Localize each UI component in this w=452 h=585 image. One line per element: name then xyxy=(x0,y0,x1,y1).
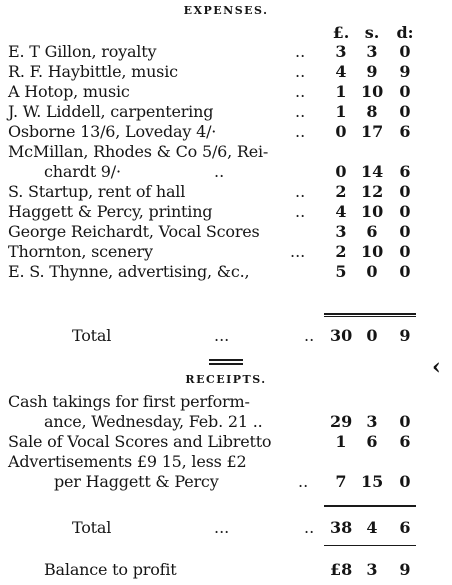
expense-pounds: 2 xyxy=(335,242,347,261)
balance-row xyxy=(0,560,452,580)
total-rule xyxy=(324,313,416,315)
expense-pounds: 4 xyxy=(335,62,347,81)
expense-shillings: 3 xyxy=(366,42,378,61)
receipt-pence: 6 xyxy=(399,432,411,451)
expense-shillings: 10 xyxy=(361,82,384,101)
total-label: Total xyxy=(72,518,112,537)
receipt-row xyxy=(0,412,452,432)
expense-label: E. T Gillon, royalty xyxy=(8,42,157,61)
total-rule xyxy=(324,505,416,507)
pence-column-header: d: xyxy=(396,23,414,42)
expense-label: Haggett & Percy, printing xyxy=(8,202,213,221)
total-rule xyxy=(324,316,416,317)
expense-shillings: 14 xyxy=(361,162,384,181)
expense-pounds: 2 xyxy=(335,182,347,201)
receipt-row xyxy=(0,452,452,472)
expense-row xyxy=(0,182,452,202)
leader-dots: ... xyxy=(214,326,230,345)
total-pence: 9 xyxy=(399,326,411,345)
leader-dots: .. xyxy=(295,42,306,61)
expenses-total-row xyxy=(0,326,452,346)
leader-dots: .. xyxy=(304,518,315,537)
balance-rule xyxy=(324,545,416,546)
shillings-column-header: s. xyxy=(364,23,380,42)
balance-label: Balance to profit xyxy=(44,560,177,579)
leader-dots: .. xyxy=(214,162,225,181)
expense-row xyxy=(0,62,452,82)
expense-label: McMillan, Rhodes & Co 5/6, Rei- xyxy=(8,142,269,161)
receipt-label: Cash takings for first perform- xyxy=(8,392,250,411)
expense-pence: 0 xyxy=(399,262,411,281)
expense-row xyxy=(0,162,452,182)
expense-row xyxy=(0,262,452,282)
leader-dots: ... xyxy=(290,242,306,261)
receipt-pence: 0 xyxy=(399,412,411,431)
leader-dots: .. xyxy=(295,62,306,81)
expense-label: A Hotop, music xyxy=(8,82,130,101)
expense-shillings: 9 xyxy=(366,62,378,81)
receipt-row xyxy=(0,472,452,492)
expense-label: Osborne 13/6, Loveday 4/· xyxy=(8,122,217,141)
column-header-row xyxy=(0,23,452,43)
expense-pence: 0 xyxy=(399,202,411,221)
expense-shillings: 10 xyxy=(361,242,384,261)
expense-pounds: 3 xyxy=(335,222,347,241)
expense-pence: 9 xyxy=(399,62,411,81)
expense-pence: 0 xyxy=(399,82,411,101)
total-shillings: 0 xyxy=(366,326,378,345)
total-pounds: 38 xyxy=(330,518,353,537)
expense-row xyxy=(0,142,452,162)
expense-pounds: 1 xyxy=(335,82,347,101)
receipt-pence: 0 xyxy=(399,472,411,491)
expense-shillings: 0 xyxy=(366,262,378,281)
expense-label: R. F. Haybittle, music xyxy=(8,62,178,81)
expense-row xyxy=(0,42,452,62)
expense-pounds: 4 xyxy=(335,202,347,221)
total-shillings: 4 xyxy=(366,518,378,537)
total-label: Total xyxy=(72,326,112,345)
expenses-heading: EXPENSES. xyxy=(183,4,269,17)
section-divider xyxy=(209,359,243,361)
receipt-label: per Haggett & Percy xyxy=(54,472,219,491)
expense-pounds: 0 xyxy=(335,162,347,181)
expense-row xyxy=(0,242,452,262)
leader-dots: .. xyxy=(295,182,306,201)
ink-mark: ‹ xyxy=(432,354,441,380)
expense-row xyxy=(0,222,452,242)
receipt-shillings: 15 xyxy=(361,472,384,491)
receipt-pounds: 7 xyxy=(335,472,347,491)
balance-shillings: 3 xyxy=(366,560,378,579)
expense-pence: 6 xyxy=(399,162,411,181)
receipt-pounds: 29 xyxy=(330,412,353,431)
receipt-label: Sale of Vocal Scores and Libretto xyxy=(8,432,272,451)
receipt-shillings: 6 xyxy=(366,432,378,451)
expense-shillings: 6 xyxy=(366,222,378,241)
expense-shillings: 12 xyxy=(361,182,384,201)
pounds-column-header: £. xyxy=(332,23,350,42)
receipt-shillings: 3 xyxy=(366,412,378,431)
expense-shillings: 10 xyxy=(361,202,384,221)
leader-dots: .. xyxy=(295,82,306,101)
receipt-label: ance, Wednesday, Feb. 21 .. xyxy=(44,412,263,431)
expense-shillings: 17 xyxy=(361,122,384,141)
leader-dots: .. xyxy=(295,102,306,121)
receipts-total-row xyxy=(0,518,452,538)
receipts-heading: RECEIPTS. xyxy=(185,373,267,386)
leader-dots: .. xyxy=(295,122,306,141)
expense-label: J. W. Liddell, carpentering xyxy=(8,102,214,121)
expense-pounds: 1 xyxy=(335,102,347,121)
leader-dots: ... xyxy=(214,518,230,537)
expense-row xyxy=(0,82,452,102)
expense-row xyxy=(0,102,452,122)
section-divider xyxy=(209,363,243,365)
receipt-row xyxy=(0,432,452,452)
receipt-pounds: 1 xyxy=(335,432,347,451)
expense-shillings: 8 xyxy=(366,102,378,121)
expense-label: chardt 9/· xyxy=(44,162,121,181)
leader-dots: .. xyxy=(298,472,309,491)
expense-pence: 0 xyxy=(399,102,411,121)
expense-row xyxy=(0,202,452,222)
leader-dots: .. xyxy=(304,326,315,345)
receipt-label: Advertisements £9 15, less £2 xyxy=(8,452,247,471)
expense-label: E. S. Thynne, advertising, &c., xyxy=(8,262,250,281)
expense-pence: 0 xyxy=(399,222,411,241)
expense-label: S. Startup, rent of hall xyxy=(8,182,186,201)
expense-pence: 6 xyxy=(399,122,411,141)
expense-pounds: 0 xyxy=(335,122,347,141)
total-pence: 6 xyxy=(399,518,411,537)
total-pounds: 30 xyxy=(330,326,353,345)
receipt-row xyxy=(0,392,452,412)
expense-row xyxy=(0,122,452,142)
expense-pence: 0 xyxy=(399,42,411,61)
balance-pounds: £8 xyxy=(330,560,353,579)
balance-pence: 9 xyxy=(399,560,411,579)
expense-pounds: 3 xyxy=(335,42,347,61)
expense-pounds: 5 xyxy=(335,262,347,281)
expense-pence: 0 xyxy=(399,242,411,261)
expense-label: George Reichardt, Vocal Scores xyxy=(8,222,260,241)
expense-label: Thornton, scenery xyxy=(8,242,153,261)
leader-dots: .. xyxy=(295,202,306,221)
expense-pence: 0 xyxy=(399,182,411,201)
